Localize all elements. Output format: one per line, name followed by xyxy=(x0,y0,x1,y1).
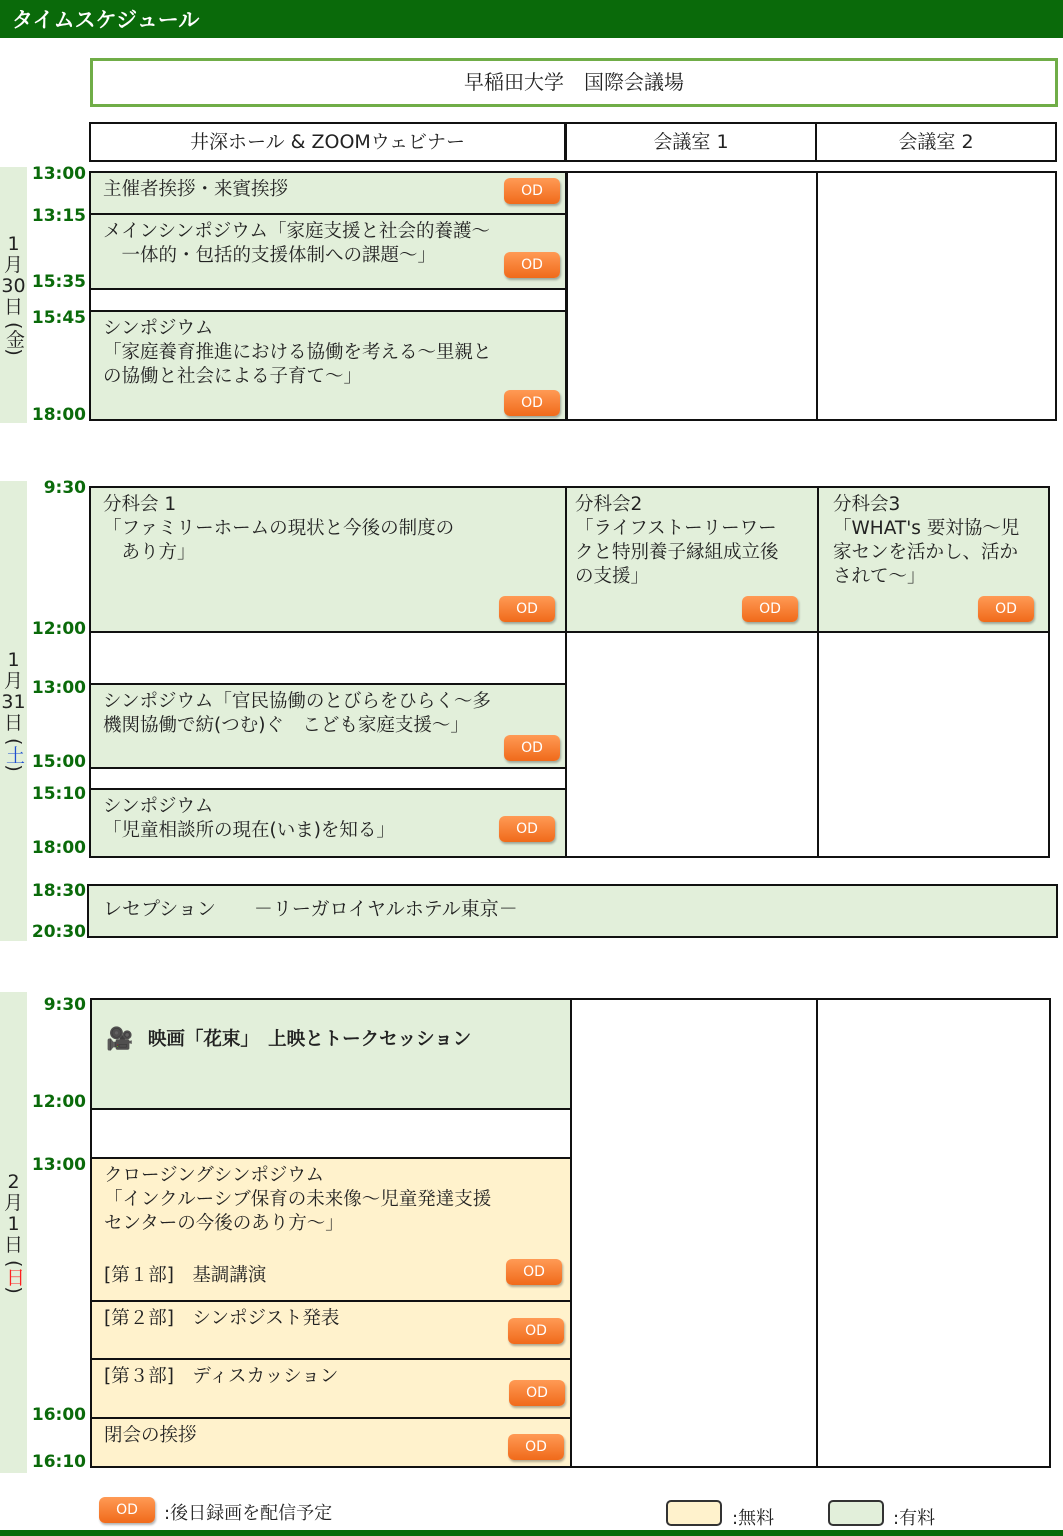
session-title: 分科会 1 xyxy=(103,494,177,515)
session-title: 「児童相談所の現在(いま)を知る」 xyxy=(103,820,395,841)
time-label: 16:00 xyxy=(31,1405,86,1425)
time-label: 15:45 xyxy=(31,308,86,328)
session-part-2 xyxy=(90,1300,572,1360)
session-title: されて～」 xyxy=(833,566,926,587)
od-badge[interactable]: OD xyxy=(506,1259,562,1285)
legend-od-text: :後日録画を配信予定 xyxy=(164,1503,333,1524)
break-slot xyxy=(89,767,567,790)
month-char: 月 xyxy=(3,1191,23,1214)
session-title: 分科会3 xyxy=(833,494,901,515)
od-badge[interactable]: OD xyxy=(504,390,560,416)
weekday-char: 日 xyxy=(3,1267,25,1286)
date-label-day3 xyxy=(0,992,27,1473)
session-title: 「家庭養育推進における協働を考える～里親と xyxy=(103,342,492,363)
session-title: 「ライフストーリーワー xyxy=(575,518,777,539)
time-label: 18:30 xyxy=(31,881,86,901)
od-badge[interactable]: OD xyxy=(499,596,555,622)
session-closing-remarks xyxy=(90,1417,572,1468)
legend-paid-swatch xyxy=(828,1500,884,1526)
session-title: 主催者挨拶・来賓挨拶 xyxy=(103,179,289,200)
od-badge[interactable]: OD xyxy=(742,596,798,622)
session-reception: レセプション －リーガロイヤルホテル東京－ xyxy=(87,884,1058,938)
session-symposium-foster xyxy=(89,310,567,421)
session-closing-symposium xyxy=(90,1157,572,1302)
time-label: 18:00 xyxy=(31,405,86,425)
time-label: 15:10 xyxy=(31,784,86,804)
weekday: (土) xyxy=(3,738,25,772)
break-slot xyxy=(89,631,567,685)
day: 1 xyxy=(7,1212,20,1235)
weekday-char: 土 xyxy=(3,745,25,765)
session-bunkakai-3 xyxy=(817,486,1050,633)
weekday: (金) xyxy=(3,322,25,356)
session-part-3 xyxy=(90,1358,572,1419)
od-badge[interactable]: OD xyxy=(508,1318,564,1344)
legend-paid-text: :有料 xyxy=(893,1508,936,1529)
time-label: 12:00 xyxy=(31,1092,86,1112)
column-header-hall: 井深ホール & ZOOMウェビナー xyxy=(89,122,566,162)
session-bunkakai-2 xyxy=(565,486,819,633)
date-label-day1 xyxy=(0,167,27,423)
od-badge[interactable]: OD xyxy=(504,252,560,278)
od-badge[interactable]: OD xyxy=(978,596,1034,622)
session-title: クロージングシンポジウム xyxy=(104,1165,325,1186)
page-header: タイムスケジュール xyxy=(0,0,1063,38)
session-part-1: [第１部] 基調講演 xyxy=(104,1265,267,1286)
session-title: あり方」 xyxy=(103,542,196,563)
room1-empty xyxy=(565,631,819,858)
session-title: 分科会2 xyxy=(575,494,643,515)
od-badge[interactable]: OD xyxy=(504,178,560,204)
session-title: 家センを活かし、活か xyxy=(833,542,1019,563)
session-title: クと特別養子縁組成立後 xyxy=(575,542,779,563)
time-label: 16:10 xyxy=(31,1452,86,1472)
day-char: 日 xyxy=(3,296,23,319)
session-title: 映画「花束」 上映とトークセッション xyxy=(147,1029,472,1050)
session-symposium-public-private xyxy=(89,683,567,769)
room1-empty xyxy=(570,998,818,1468)
venue-title: 早稲田大学 国際会議場 xyxy=(90,58,1058,107)
break-slot xyxy=(89,288,567,312)
month: 2 xyxy=(7,1170,20,1193)
od-badge[interactable]: OD xyxy=(499,816,555,842)
time-label: 15:00 xyxy=(31,752,86,772)
date-label-day2 xyxy=(0,481,27,941)
session-title: 「インクルーシブ保育の未来像～児童発達支援 xyxy=(104,1189,492,1210)
room2-empty xyxy=(816,171,1057,421)
session-title: メインシンポジウム「家庭支援と社会的養護～ xyxy=(103,221,491,242)
session-title: 一体的・包括的支援体制への課題～」 xyxy=(103,245,437,266)
weekday: (日) xyxy=(3,1259,25,1294)
session-title: センターの今後のあり方～」 xyxy=(104,1213,344,1234)
time-label: 13:15 xyxy=(31,206,86,226)
session-opening xyxy=(89,171,567,215)
session-title: シンポジウム xyxy=(103,796,214,817)
session-title: 閉会の挨拶 xyxy=(104,1425,197,1446)
session-title: [第３部] ディスカッション xyxy=(104,1366,339,1387)
room1-empty xyxy=(566,171,818,421)
legend-free-swatch xyxy=(666,1500,722,1526)
day: 31 xyxy=(1,691,26,714)
column-header-room1: 会議室 1 xyxy=(565,122,817,162)
legend-od-badge: OD xyxy=(99,1497,155,1523)
month: 1 xyxy=(7,649,20,672)
weekday-char: 金 xyxy=(3,329,25,349)
movie-camera-icon: 🎥 xyxy=(106,1027,134,1052)
session-symposium-child-guidance xyxy=(89,788,567,858)
time-label: 12:00 xyxy=(31,619,86,639)
time-label: 15:35 xyxy=(31,272,86,292)
session-film xyxy=(90,998,572,1110)
month: 1 xyxy=(7,233,20,256)
day: 30 xyxy=(1,275,26,298)
session-title: シンポジウム「官民協働のとびらをひらく～多 xyxy=(103,691,491,712)
day-char: 日 xyxy=(3,712,23,735)
column-header-room2: 会議室 2 xyxy=(815,122,1057,162)
session-title: シンポジウム xyxy=(103,318,214,339)
month-char: 月 xyxy=(3,670,23,693)
time-label: 9:30 xyxy=(43,995,86,1015)
od-badge[interactable]: OD xyxy=(509,1380,565,1406)
time-label: 13:00 xyxy=(31,164,86,184)
session-bunkakai-1 xyxy=(89,486,567,633)
time-label: 13:00 xyxy=(31,1155,86,1175)
legend-free-text: :無料 xyxy=(732,1508,775,1529)
time-label: 20:30 xyxy=(31,922,86,942)
footer-bar xyxy=(0,1530,1063,1536)
session-main-symposium xyxy=(89,213,567,290)
session-title: の協働と社会による子育て～」 xyxy=(103,366,363,387)
session-title: 機関協働で紡(つむ)ぐ こども家庭支援～」 xyxy=(103,715,469,736)
room2-empty xyxy=(817,631,1050,858)
time-label: 9:30 xyxy=(43,478,86,498)
room2-empty xyxy=(816,998,1051,1468)
session-title: 「WHAT's 要対協～児 xyxy=(833,518,1020,539)
od-badge[interactable]: OD xyxy=(504,735,560,761)
time-label: 13:00 xyxy=(31,678,86,698)
day-char: 日 xyxy=(3,1233,23,1256)
session-title: の支援」 xyxy=(575,566,650,587)
session-title: 「ファミリーホームの現状と今後の制度の xyxy=(103,518,455,539)
od-badge[interactable]: OD xyxy=(508,1434,564,1460)
session-title: [第２部] シンポジスト発表 xyxy=(104,1308,340,1329)
break-slot xyxy=(90,1108,572,1159)
month-char: 月 xyxy=(3,254,23,277)
time-label: 18:00 xyxy=(31,838,86,858)
